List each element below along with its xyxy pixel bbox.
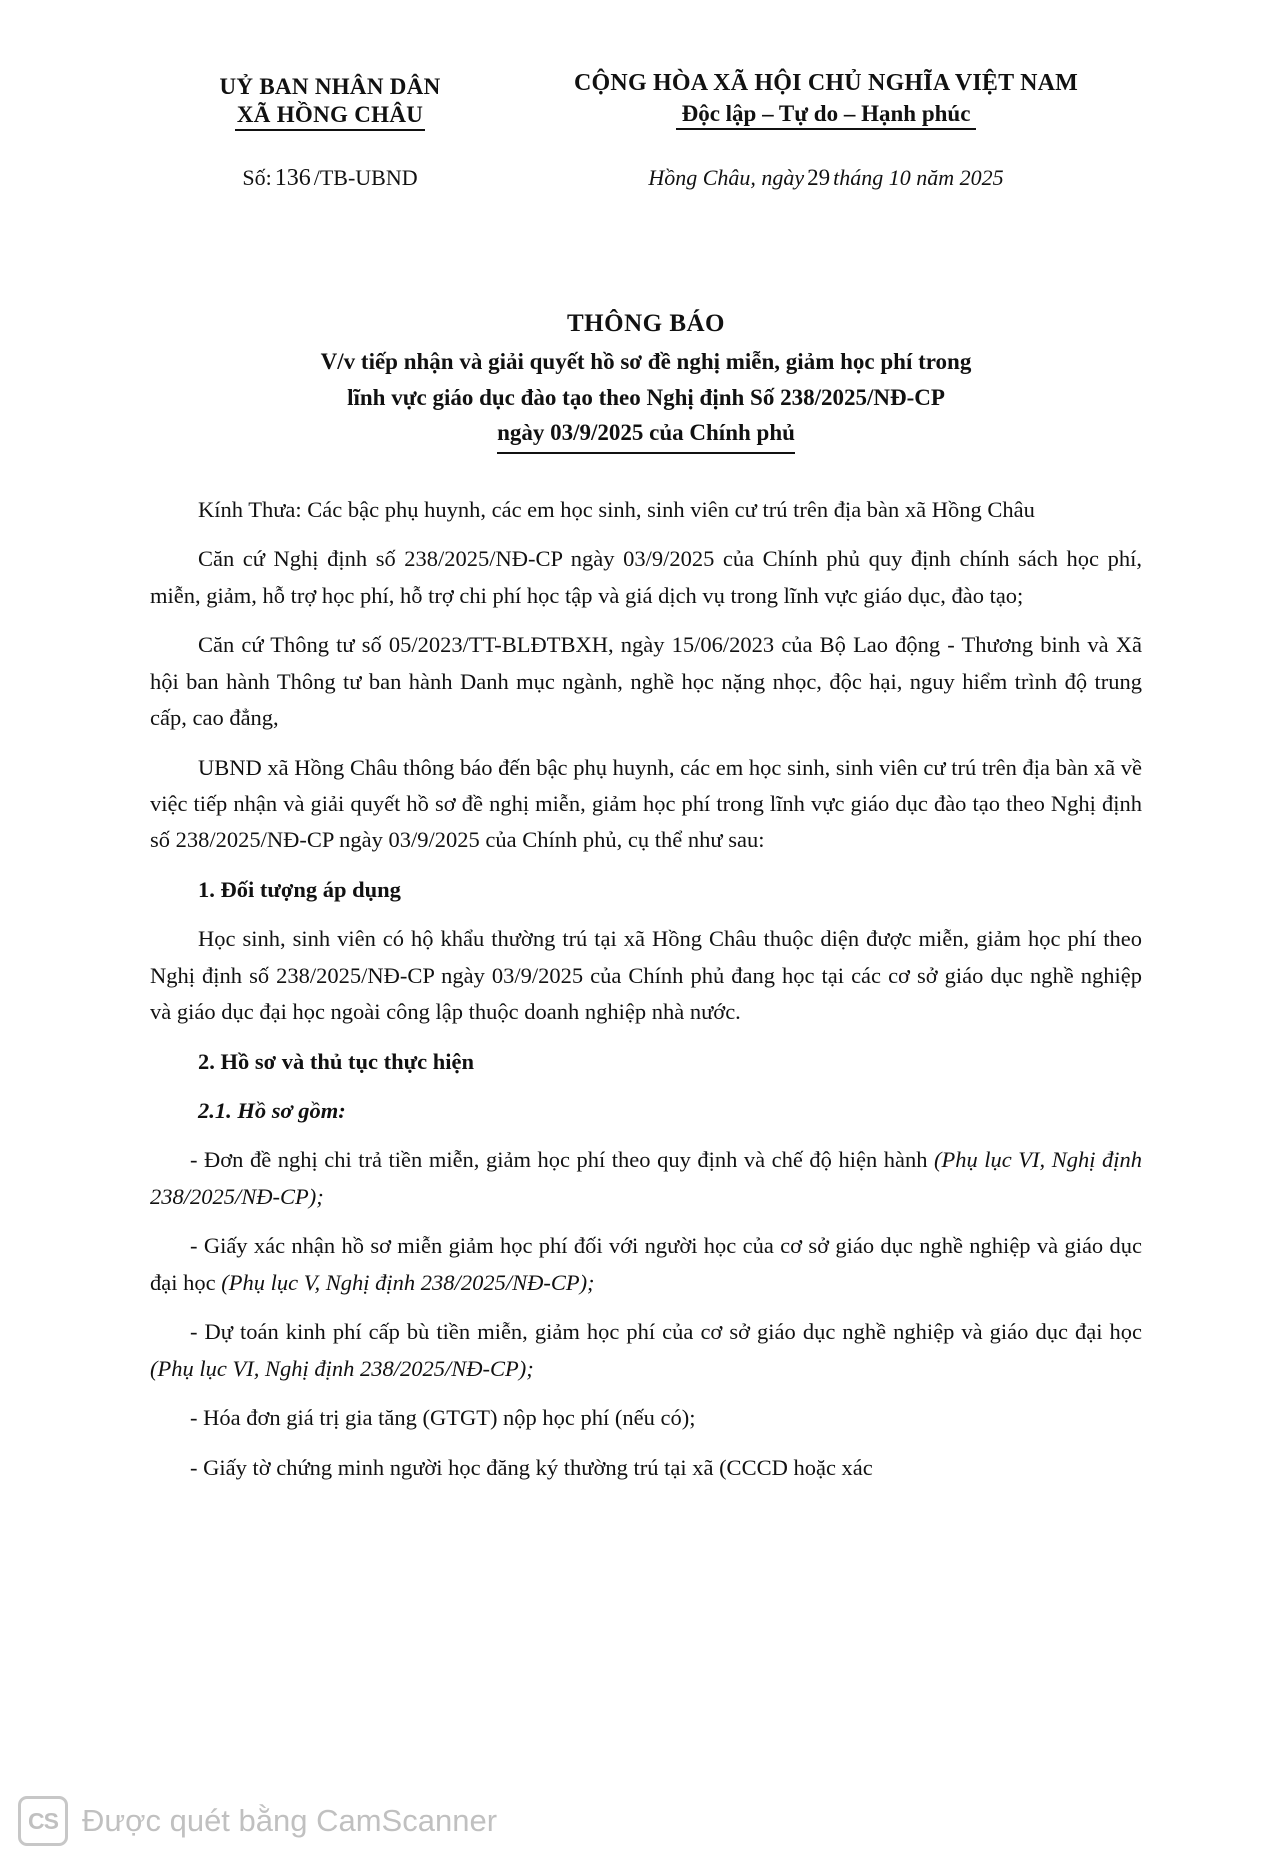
country-name: CỘNG HÒA XÃ HỘI CHỦ NGHĨA VIỆT NAM: [574, 70, 1078, 96]
legal-basis-paragraph-2: Căn cứ Thông tư số 05/2023/TT-BLĐTBXH, ngày 15/06/2023 của Bộ Lao động - Thương binh và Xã hội ban hành Thông tư ban hành Danh mục ngành, nghề học nặng nhọc, độc hại, nguy hiểm trình độ trung cấp, cao đẳng,: [150, 632, 1142, 731]
list-item-2-reference: (Phụ lục V, Nghị định 238/2025/NĐ-CP);: [221, 1269, 595, 1295]
salutation-paragraph: Kính Thưa: Các bậc phụ huynh, các em học sinh, sinh viên cư trú trên địa bàn xã Hồng Châu: [198, 496, 1035, 522]
list-item-3-reference: (Phụ lục VI, Nghị định 238/2025/NĐ-CP);: [150, 1355, 534, 1381]
camscanner-watermark-text: Được quét bằng CamScanner: [82, 1803, 498, 1838]
document-subject-line3: ngày 03/9/2025 của Chính phủ: [497, 415, 795, 454]
document-subject-line2: lĩnh vực giáo dục đào tạo theo Nghị định Số 238/2025/NĐ-CP: [347, 384, 945, 410]
document-title-block: [150, 310, 1142, 454]
document-date-prefix: Hồng Châu, ngày: [648, 165, 805, 190]
document-list-item-2: [150, 1228, 1142, 1301]
document-date: [510, 165, 1142, 191]
camscanner-watermark: [18, 1796, 497, 1846]
list-item-3-text: - Dự toán kinh phí cấp bù tiền miễn, giảm học phí của cơ sở giáo dục nghề nghiệp và giáo dục đại học: [190, 1319, 1142, 1345]
national-heading-block: [510, 70, 1142, 130]
document-date-middle: tháng 10 năm 2025: [833, 165, 1004, 190]
document-body: [150, 492, 1142, 1486]
document-number-suffix: /TB-UBND: [313, 165, 418, 190]
document-number-label: Số:: [242, 165, 272, 190]
document-subheader: [150, 165, 1142, 192]
announcement-paragraph: UBND xã Hồng Châu thông báo đến bậc phụ huynh, các em học sinh, sinh viên cư trú trên địa bàn xã về việc tiếp nhận và giải quyết hồ sơ đề nghị miễn, giảm học phí trong lĩnh vực giáo dục đào tạo theo Nghị định số 238/2025/NĐ-CP ngày 03/9/2025 của Chính phủ, cụ thể như sau:: [150, 754, 1142, 853]
document-number: [150, 165, 510, 192]
document-list-item-3: [150, 1314, 1142, 1387]
list-item-2-text: - Giấy xác nhận hồ sơ miễn giảm học phí đối với người học của cơ sở giáo dục nghề nghiệp và giáo dục đại học: [150, 1233, 1142, 1295]
issuing-authority-line2: XÃ HỒNG CHÂU: [235, 102, 425, 131]
document-header: [150, 70, 1142, 131]
issuing-authority-line1: UỶ BAN NHÂN DÂN: [219, 74, 441, 99]
section-1-paragraph: Học sinh, sinh viên có hộ khẩu thường trú tại xã Hồng Châu thuộc diện được miễn, giảm học phí theo Nghị định số 238/2025/NĐ-CP ngày 03/9/2025 của Chính phủ đang học tại các cơ sở giáo dục nghề nghiệp và giáo dục đại học ngoài công lập thuộc doanh nghiệp nhà nước.: [150, 926, 1142, 1025]
section-2-1-heading: 2.1. Hồ sơ gồm:: [198, 1098, 346, 1124]
document-subject-line1: V/v tiếp nhận và giải quyết hồ sơ đề nghị miễn, giảm học phí trong: [320, 349, 972, 374]
issuing-authority-block: [150, 70, 510, 131]
document-type-title: THÔNG BÁO: [567, 310, 725, 337]
document-list-item-1: [150, 1142, 1142, 1215]
document-date-day: 29: [807, 165, 831, 190]
national-motto: Độc lập – Tự do – Hạnh phúc: [676, 101, 977, 130]
camscanner-logo-icon: CS: [18, 1796, 68, 1846]
list-item-1-text: - Đơn đề nghị chi trả tiền miễn, giảm học phí theo quy định và chế độ hiện hành: [190, 1147, 934, 1173]
section-1-heading: 1. Đối tượng áp dụng: [198, 876, 401, 902]
section-2-heading: 2. Hồ sơ và thủ tục thực hiện: [198, 1048, 474, 1074]
document-subject: [150, 344, 1142, 454]
list-item-1-reference: (Phụ lục VI, Nghị định 238/2025/NĐ-CP);: [150, 1147, 1142, 1209]
document-number-value: 136: [274, 165, 311, 191]
document-list-item-4: - Hóa đơn giá trị gia tăng (GTGT) nộp học phí (nếu có);: [190, 1405, 696, 1431]
legal-basis-paragraph-1: Căn cứ Nghị định số 238/2025/NĐ-CP ngày 03/9/2025 của Chính phủ quy định chính sách học phí, miễn, giảm, hỗ trợ học phí, hỗ trợ chi phí học tập và giá dịch vụ trong lĩnh vực giáo dục, đào tạo;: [150, 546, 1142, 608]
document-list-item-5: - Giấy tờ chứng minh người học đăng ký thường trú tại xã (CCCD hoặc xác: [190, 1454, 873, 1480]
